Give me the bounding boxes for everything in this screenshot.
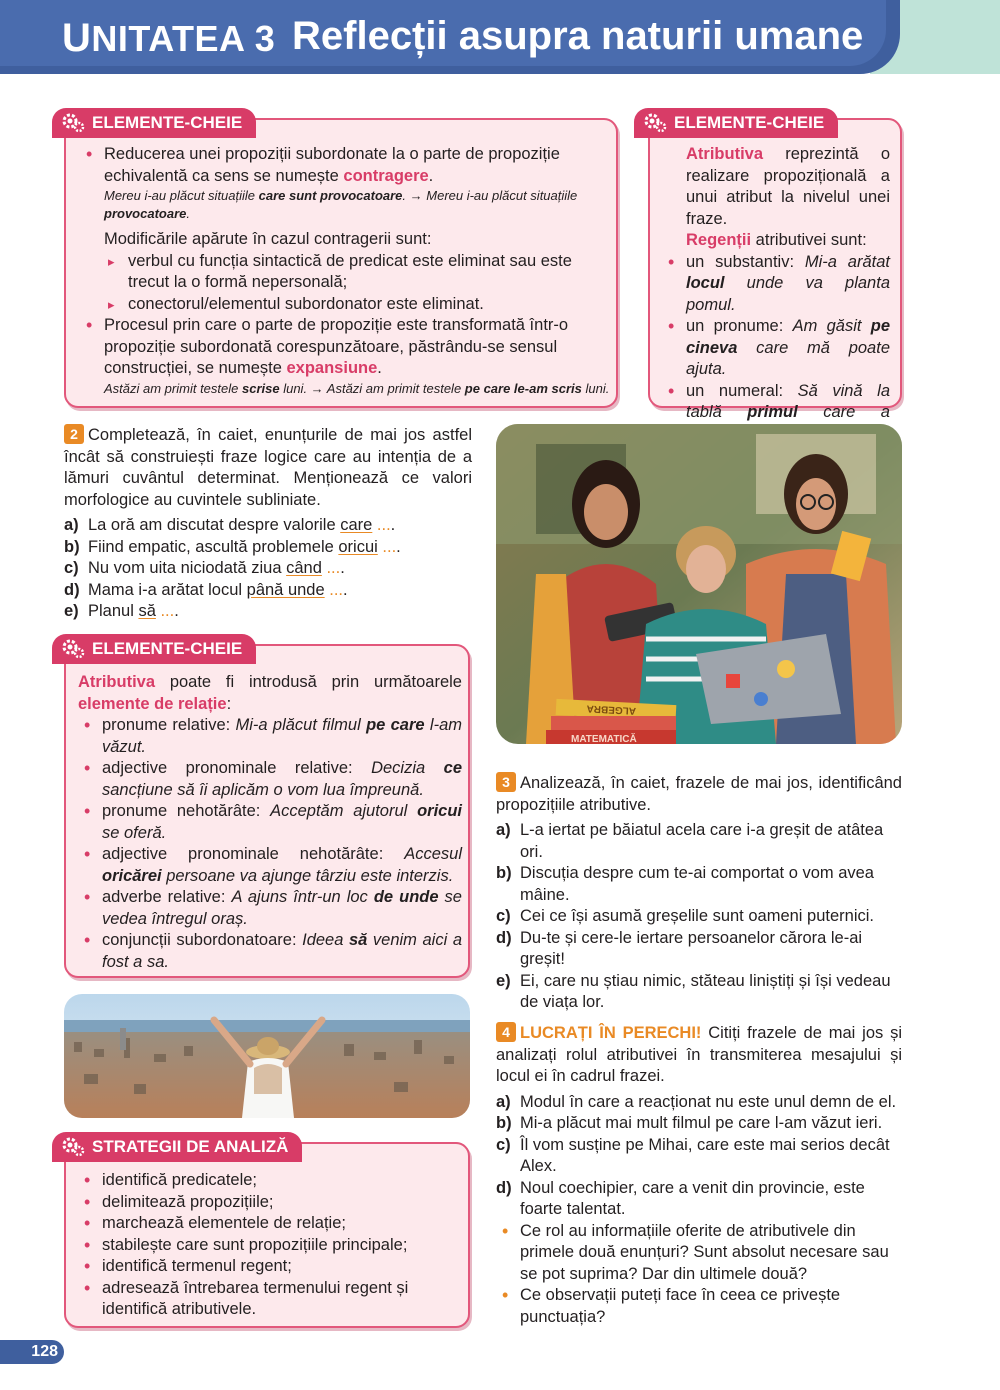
regent-item: • un substantiv: Mi-a arătat locul unde va planta pomul. (662, 252, 890, 317)
exercise-3-prompt: 3 Analizează, în caiet, frazele de mai jos, identificând propozițiile atributive. (496, 774, 902, 814)
exercise-2-prompt: 2 Completează, în caiet, enunțurile de mai jos astfel încât să construiești fraze logice care au intenția de a lămuri cuvântul determinat. Menționează ce valori morfologice au cuvintele subliniate. (64, 426, 472, 509)
unit-label: UNITATEA 3 (62, 16, 276, 60)
gears-icon (60, 109, 86, 135)
gears-icon (642, 109, 668, 135)
contraction-example: Mereu i-au plăcut situațiile care sunt provocatoare. → Mereu i-au plăcut situațiile provocatoare. (104, 188, 578, 221)
key-elements-tab: ELEMENTE-CHEIE (52, 108, 256, 138)
gears-icon (60, 635, 86, 661)
regents-intro: Regenții atributivei sunt: (686, 231, 867, 249)
exercise-item: b) Discuția despre cum te-ai comportat o vom avea mâine. (496, 864, 874, 904)
exercise-2 (64, 424, 472, 623)
exercise-item: a) La oră am discutat despre valorile care .... (64, 516, 396, 534)
modification-item: ▸ conectorul/elementul subordonator este eliminat. (104, 294, 610, 316)
exercise-item: e) Planul să .... (64, 602, 179, 620)
exercise-item: c) Îl vom susține pe Mihai, care este mai serios decât Alex. (496, 1135, 890, 1175)
strategy-item: • adresează întrebarea termenului regent și identifică atributivele. (78, 1278, 462, 1321)
page-header (0, 0, 1000, 74)
exercise-item: b) Mi-a plăcut mai mult filmul pe care l-am văzut ieri. (496, 1114, 883, 1132)
relation-item: • adjective pronominale nehotărâte: Accesul oricărei persoane va ajunge târziu este interzis. (78, 844, 462, 887)
discussion-question: • Ce rol au informațiile oferite de atributivele din primele două enunțuri? Sunt absolut necesare sau se pot suprima? Dar din ultimele două? (496, 1221, 902, 1286)
regent-item: • un numeral: Să vină la tablă primul care a (662, 381, 890, 446)
exercise-item: a) Modul în care a reacționat nu este unul demn de el. (496, 1092, 897, 1111)
page-number: 128 (0, 1340, 64, 1364)
relation-item: • adverbe relative: A ajuns într-un loc de unde se vedea întregul oraș. (78, 887, 462, 930)
exercise-item: d) Du-te și cere-le iertare persoanelor cărora le-ai greșit! (496, 928, 863, 968)
strategy-item: • identifică predicatele; (78, 1170, 462, 1192)
exercise-item: d) Mama i-a arătat locul până unde .... (64, 580, 348, 599)
strategy-item: • identifică termenul regent; (78, 1256, 462, 1278)
modification-item: ▸ verbul cu funcția sintactică de predicat este eliminat sau este trecut la o formă nepersonală; (104, 251, 610, 294)
strategy-item: • marchează elementele de relație; (78, 1213, 462, 1235)
analysis-strategies-tab: STRATEGII DE ANALIZĂ (52, 1132, 302, 1162)
relation-item: • pronume relative: Mi-a plăcut filmul pe care l-am văzut. (78, 715, 462, 758)
relation-item: • pronume nehotărâte: Acceptăm ajutorul oricui se oferă. (78, 801, 462, 844)
key-elements-tab: ELEMENTE-CHEIE (634, 108, 838, 138)
discussion-question: • Ce observații puteți face în ceea ce privește punctuația? (496, 1285, 902, 1328)
key-elements-box-regents (648, 118, 902, 421)
analysis-strategies-box (64, 1142, 470, 1328)
exercise-item: c) Cei ce își asumă greșelile sunt oameni puternici. (496, 907, 875, 925)
exercise-number: 4 (496, 1022, 516, 1042)
strategy-item: • stabilește care sunt propozițiile principale; (78, 1235, 462, 1257)
students-illustration (496, 424, 902, 744)
contraction-definition: • Reducerea unei propoziții subordonate la o parte de propoziție echivalentă ca sens se numește contragere. Mereu i-au plăcut situațiile care sunt provocatoare. → Mereu i-au plăcut situațiile provocatoare. (80, 144, 610, 223)
relation-item: • adjective pronominale relative: Decizia ce sancțiune să îi aplicăm o vom lua împreună. (78, 758, 462, 801)
exercise-item: e) Ei, care nu știau nimic, stăteau liniștiți și își vedeau de viața lor. (496, 971, 891, 1011)
regent-item: • un pronume: Am găsit pe cineva care mă poate ajuta. (662, 316, 890, 381)
city-illustration (64, 994, 470, 1118)
exercise-number: 2 (64, 424, 84, 444)
book-label: ALGEBRA (586, 702, 637, 717)
modifications-intro: Modificările apărute în cazul contragerii sunt: (104, 230, 432, 248)
key-elements-tab: ELEMENTE-CHEIE (52, 634, 256, 664)
expansion-example: Astăzi am primit testele scrise luni. → Astăzi am primit testele pe care le-am scris luni. (104, 380, 610, 396)
book-label: MATEMATICĂ (571, 734, 637, 744)
attributive-definition: Atributiva reprezintă o realizare propozițională a unui atribut la nivelul unei fraze. (686, 145, 890, 228)
city-photo (64, 994, 470, 1118)
exercise-item: c) Nu vom uita niciodată ziua când .... (64, 559, 345, 577)
exercise-item: b) Fiind empatic, ascultă problemele oricui .... (64, 537, 401, 556)
exercise-number: 3 (496, 772, 516, 792)
expansion-definition: • Procesul prin care o parte de propoziție este transformată într-o propoziție subordonată corespunzătoare, păstrându-se sensul construcției, se numește expansiune. Astăzi am primit testele scrise luni. → Astăzi am primit testele pe care le-am scris luni. (80, 315, 610, 398)
relation-item: • conjuncții subordonatoare: Ideea să venim aici a fost a sa. (78, 930, 462, 973)
exercise-4-prompt: 4 LUCRAȚI ÎN PERECHI! Citiți frazele de mai jos și analizați rolul atributivei în transmiterea mesajului și locul ei în cadrul frazei. (496, 1024, 902, 1085)
key-elements-box-relations (64, 644, 470, 978)
strategy-item: • delimitează propozițiile; (78, 1192, 462, 1214)
exercise-item: d) Noul coechipier, care a venit din provincie, este foarte talentat. (496, 1178, 865, 1218)
exercise-3 (496, 772, 902, 1014)
key-elements-box-contraction (64, 118, 618, 408)
pair-work-label: LUCRAȚI ÎN PERECHI! (520, 1024, 702, 1042)
gears-icon (60, 1133, 86, 1159)
page-title: Reflecții asupra naturii umane (292, 14, 864, 58)
exercise-item: a) L-a iertat pe băiatul acela care i-a greșit de atâtea ori. (496, 821, 884, 861)
students-photo (496, 424, 902, 744)
exercise-4 (496, 1022, 902, 1328)
relations-intro: Atributiva poate fi introdusă prin următoarele elemente de relație: (78, 673, 462, 713)
